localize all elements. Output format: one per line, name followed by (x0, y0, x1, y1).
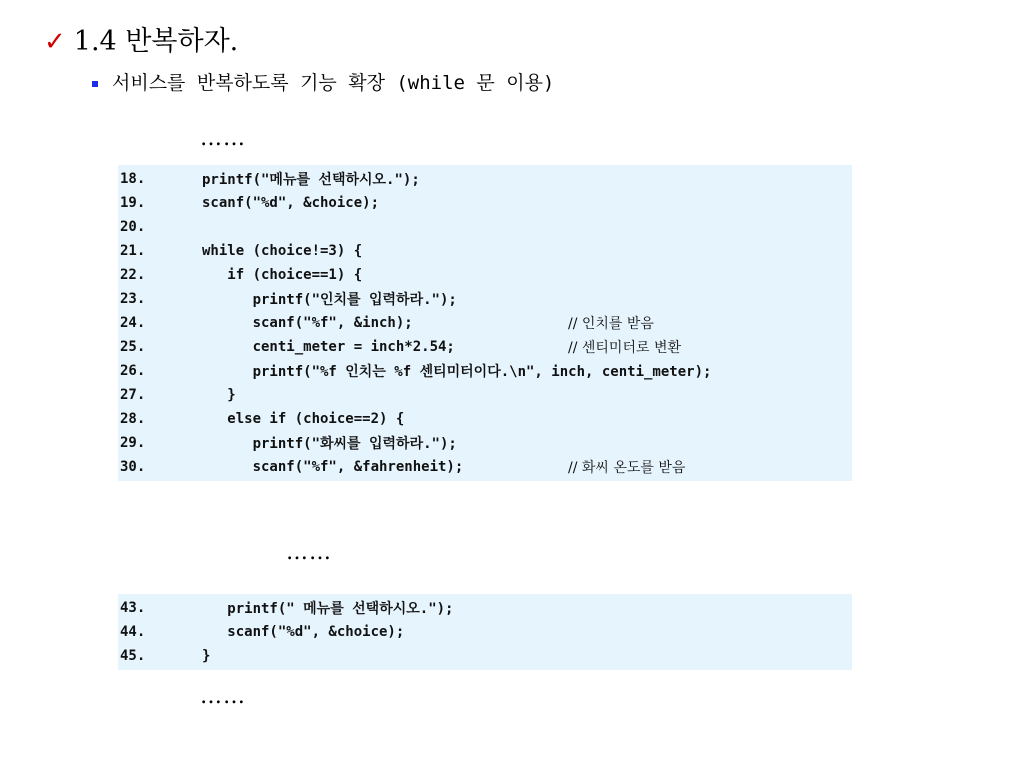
code-text: } (202, 648, 211, 664)
code-line (118, 191, 852, 215)
code-line (118, 215, 852, 239)
code-line (118, 644, 852, 668)
code-line (118, 311, 852, 335)
code-line (118, 407, 852, 431)
code-line (118, 287, 852, 311)
code-block-second (118, 594, 852, 670)
line-number: 21. (120, 243, 146, 259)
code-text: centi_meter = inch*2.54; (202, 339, 455, 355)
code-line (118, 359, 852, 383)
code-text: printf("메뉴를 선택하시오."); (202, 172, 420, 188)
line-number: 18. (120, 171, 146, 187)
code-text: else if (choice==2) { (202, 411, 405, 427)
code-line (118, 167, 852, 191)
code-line (118, 431, 852, 455)
code-text: scanf("%d", &choice); (202, 624, 405, 640)
code-text: scanf("%f", &fahrenheit); (202, 459, 464, 475)
bullet-text: 서비스를 반복하도록 기능 확장 (while 문 이용) (112, 72, 555, 94)
code-line (118, 620, 852, 644)
code-line (118, 383, 852, 407)
code-text: printf("화씨를 입력하라."); (202, 436, 457, 452)
line-number: 22. (120, 267, 146, 283)
code-text: scanf("%f", &inch); (202, 315, 413, 331)
ellipsis-bottom: …… (200, 684, 246, 709)
code-text: printf("%f 인치는 %f 센티미터이다.\n", inch, centi_meter); (202, 364, 712, 380)
code-line (118, 335, 852, 359)
ellipsis-middle: …… (286, 540, 332, 565)
code-block-first (118, 165, 852, 481)
line-number: 23. (120, 291, 146, 307)
code-line (118, 455, 852, 479)
line-number: 20. (120, 219, 146, 235)
checkmark-icon: ✓ (44, 26, 66, 57)
ellipsis-top: …… (200, 126, 246, 151)
code-comment: // 인치를 받음 (568, 316, 654, 332)
line-number: 25. (120, 339, 146, 355)
slide-heading (44, 28, 238, 55)
code-text: while (choice!=3) { (202, 243, 363, 259)
line-number: 29. (120, 435, 146, 451)
code-text: } (202, 387, 236, 403)
square-bullet-icon (92, 81, 98, 87)
code-line (118, 596, 852, 620)
line-number: 43. (120, 600, 146, 616)
code-line (118, 239, 852, 263)
code-line (118, 263, 852, 287)
line-number: 45. (120, 648, 146, 664)
code-text: printf(" 메뉴를 선택하시오."); (202, 601, 454, 617)
line-number: 26. (120, 363, 146, 379)
code-text: if (choice==1) { (202, 267, 363, 283)
code-text: printf("인치를 입력하라."); (202, 292, 457, 308)
line-number: 19. (120, 195, 146, 211)
line-number: 28. (120, 411, 146, 427)
line-number: 44. (120, 624, 146, 640)
slide-title: 1.4 반복하자. (73, 26, 239, 57)
code-comment: // 센티미터로 변환 (568, 340, 682, 356)
bullet-item (92, 74, 554, 93)
line-number: 24. (120, 315, 146, 331)
code-comment: // 화씨 온도를 받음 (568, 460, 686, 476)
code-text: scanf("%d", &choice); (202, 195, 380, 211)
line-number: 27. (120, 387, 146, 403)
line-number: 30. (120, 459, 146, 475)
